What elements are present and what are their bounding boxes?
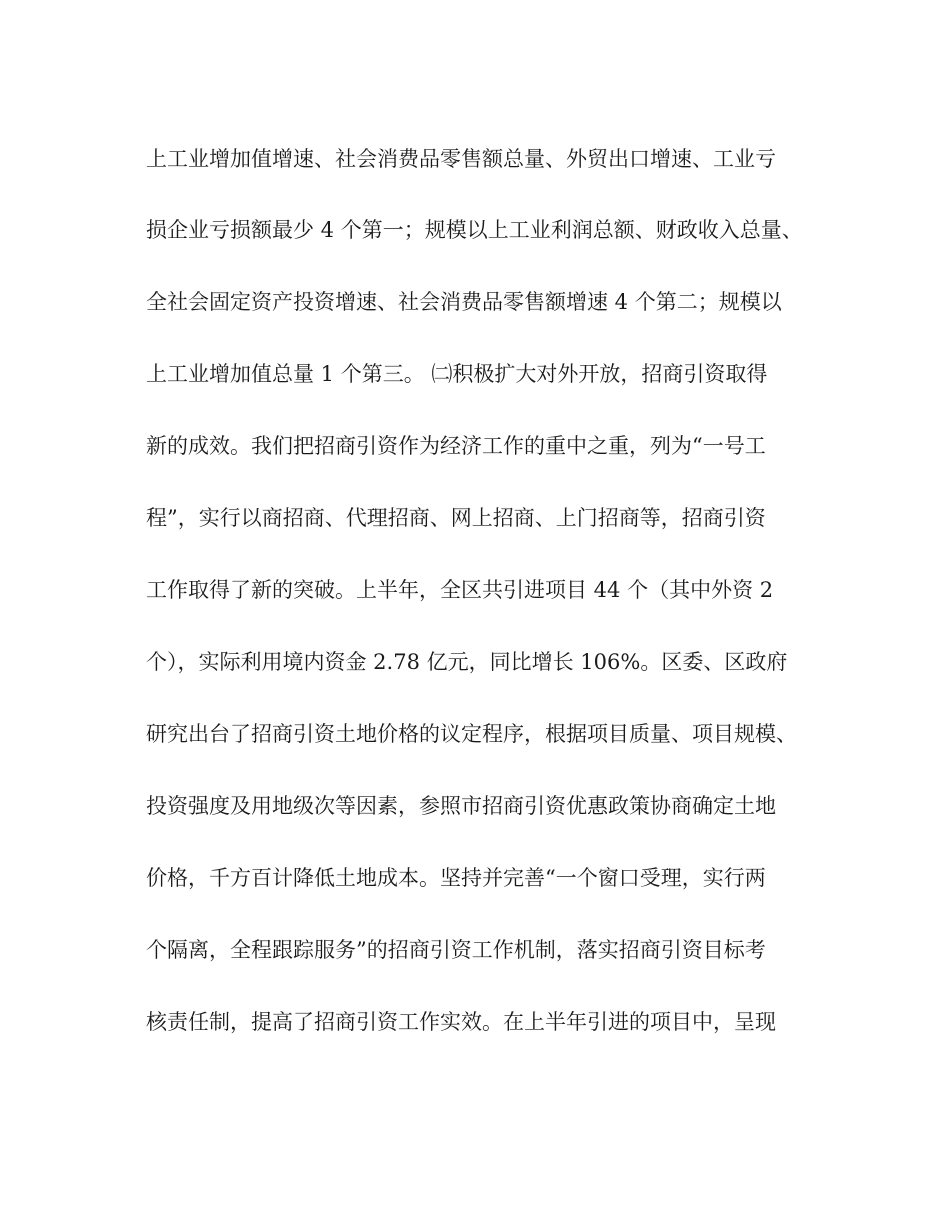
text-line: 损企业亏损额最少 4 个第一；规模以上工业利润总额、财政收入总量、 bbox=[146, 218, 803, 242]
text-line: 个隔离，全程跟踪服务”的招商引资工作机制，落实招商引资目标考 bbox=[146, 938, 766, 962]
text-line: 上工业增加值总量 1 个第三。 ㈡积极扩大对外开放，招商引资取得 bbox=[146, 362, 768, 386]
text-line: 核责任制，提高了招商引资工作实效。在上半年引进的项目中，呈现 bbox=[146, 1010, 776, 1034]
text-line: 投资强度及用地级次等因素，参照市招商引资优惠政策协商确定土地 bbox=[146, 794, 776, 818]
text-line: 工作取得了新的突破。上半年，全区共引进项目 44 个（其中外资 2 bbox=[146, 578, 774, 602]
text-line: 个），实际利用境内资金 2.78 亿元，同比增长 106%。区委、区政府 bbox=[146, 650, 788, 674]
text-line: 程”，实行以商招商、代理招商、网上招商、上门招商等，招商引资 bbox=[146, 506, 766, 530]
text-line: 研究出台了招商引资土地价格的议定程序，根据项目质量、项目规模、 bbox=[146, 722, 797, 746]
text-line: 新的成效。我们把招商引资作为经济工作的重中之重，列为“一号工 bbox=[146, 434, 766, 458]
text-line: 全社会固定资产投资增速、社会消费品零售额增速 4 个第二；规模以 bbox=[146, 290, 782, 314]
text-line: 价格，千方百计降低土地成本。坚持并完善“一个窗口受理，实行两 bbox=[146, 866, 766, 890]
text-line: 上工业增加值增速、社会消费品零售额总量、外贸出口增速、工业亏 bbox=[146, 147, 776, 171]
